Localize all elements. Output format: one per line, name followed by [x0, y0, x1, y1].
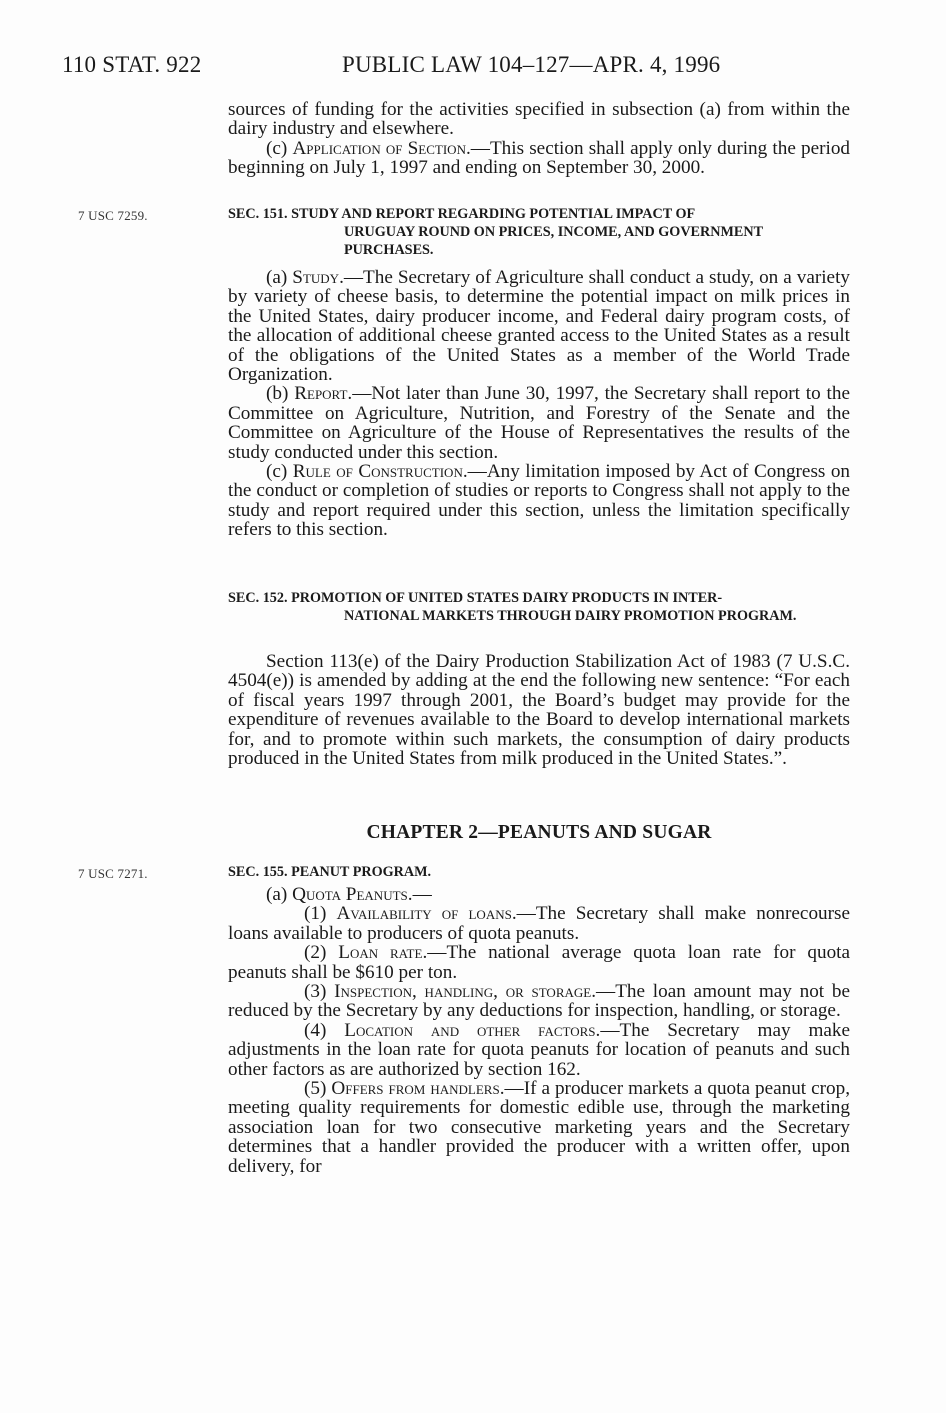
paragraph-label: (1): [304, 903, 337, 925]
subsection-a-study: [228, 268, 850, 384]
subsection-heading: Study: [292, 267, 340, 288]
continuation-block: [228, 100, 850, 178]
paragraph-text: .—The Secretary may make adjustments in the loan rate for quota peanuts for location of peanuts and such other factors as are authorized by section 162.: [228, 1019, 851, 1080]
subsection-label: (c): [266, 137, 293, 159]
running-head: [62, 52, 862, 82]
paragraph-heading: Offers from handlers: [331, 1078, 500, 1100]
subsection-heading: Quota Peanuts: [292, 884, 408, 905]
paragraph-heading: Inspection, handling, or storage: [334, 981, 592, 1003]
paragraph-4-location: [228, 1021, 850, 1079]
subsection-label: (b): [266, 383, 295, 405]
margin-citation-7259: 7 USC 7259.: [78, 208, 148, 223]
subsection-label: (a): [266, 884, 293, 905]
subsection-label: (a): [266, 267, 293, 288]
subsection-label: (c): [266, 461, 293, 483]
paragraph-2-loan-rate: [228, 943, 850, 982]
public-law-title: PUBLIC LAW 104–127—APR. 4, 1996: [342, 52, 721, 77]
section-151-body: [228, 268, 850, 540]
paragraph-label: (5): [304, 1078, 332, 1100]
continuation-text: sources of funding for the activities specified in subsection (a) from within the dairy industry and elsewhere.: [228, 99, 850, 140]
paragraph-5-offers: [228, 1079, 850, 1176]
section-heading-continuation: NATIONAL MARKETS THROUGH DAIRY PROMOTION PROGRAM.: [344, 608, 797, 624]
section-155-body: [228, 885, 850, 1176]
paragraph-3-inspection: [228, 982, 850, 1021]
margin-citation-7271: 7 USC 7271.: [78, 866, 148, 881]
subsection-a-quota-peanuts: [228, 885, 850, 904]
subsection-text: .—Any limitation imposed by Act of Congress on the conduct or completion of studies or reports to Congress shall not apply to the study and report required under this section, unless the limitation specifically refers to this section.: [228, 461, 851, 541]
section-heading-line: SEC. 151. STUDY AND REPORT REGARDING POTENTIAL IMPACT OF: [228, 206, 696, 222]
section-152-body: [228, 652, 850, 768]
subsection-heading: Application of Section: [292, 137, 466, 159]
chapter-title: CHAPTER 2—PEANUTS AND SUGAR: [366, 822, 712, 843]
paragraph-label: (2): [304, 942, 339, 964]
stat-page-number: 110 STAT. 922: [62, 52, 202, 77]
subsection-dash: .—: [407, 884, 432, 905]
subsection-b-report: [228, 384, 850, 462]
section-152-heading: [228, 589, 850, 625]
section-heading-line: SEC. 152. PROMOTION OF UNITED STATES DAIRY PRODUCTS IN INTER-: [228, 590, 723, 606]
subsection-text: .—Not later than June 30, 1997, the Secretary shall report to the Committee on Agriculture, Nutrition, and Forestry of the Senate and the Committee on Agriculture of the House of Representatives the results of the study conducted under this section.: [228, 383, 850, 463]
subsection-text: .—The Secretary of Agriculture shall conduct a study, on a variety by variety of cheese basis, to determine the potential impact on milk prices in the United States, dairy producer income, and Federal dairy program costs, of the allocation of additional cheese granted access to the United States as a result of the obligations of the United States as a member of the World Trade Organization.: [228, 267, 850, 386]
paragraph-heading: Location and other factors: [344, 1019, 596, 1041]
section-heading-continuation: URUGUAY ROUND ON PRICES, INCOME, AND GOVERNMENT PURCHASES.: [344, 224, 763, 258]
subsection-text: .—This section shall apply only during the period beginning on July 1, 1997 and ending on September 30, 2000.: [228, 137, 851, 179]
paragraph-text: .—The loan amount may not be reduced by the Secretary by any deductions for inspection, handling, or storage.: [228, 981, 850, 1022]
section-155-heading: [228, 863, 850, 881]
section-heading-line: SEC. 155. PEANUT PROGRAM.: [228, 864, 432, 880]
paragraph-text: .—If a producer markets a quota peanut crop, meeting quality requirements for domestic edible use, through the marketing association loan for two consecutive marketing years and the Secretary determines that a handler provided the producer with a written offer, upon delivery, for: [228, 1078, 851, 1177]
paragraph-text: .—The Secretary shall make nonrecourse loans available to producers of quota peanuts.: [228, 903, 851, 944]
section-152-text: Section 113(e) of the Dairy Production Stabilization Act of 1983 (7 U.S.C. 4504(e)) is amended by adding at the end the following new sentence: “For each of fiscal years 1997 through 2001, the Board’s budget may provide for the expenditure of revenues available to the Board to develop international markets for, and to promote within such markets, the consumption of dairy products produced in the United States from milk produced in the United States.”.: [228, 651, 850, 770]
subsection-c-application: [228, 139, 850, 178]
paragraph-label: (3): [304, 981, 335, 1003]
paragraph-1-availability: [228, 904, 850, 943]
section-151-heading: [228, 205, 850, 259]
paragraph-label: (4): [304, 1019, 345, 1041]
paragraph-heading: Availability of loans: [336, 903, 512, 925]
subsection-heading: Rule of Construction: [292, 461, 463, 483]
subsection-heading: Report: [294, 383, 348, 405]
paragraph-heading: Loan rate: [338, 942, 423, 964]
paragraph-text: .—The national average quota loan rate for quota peanuts shall be $610 per ton.: [228, 942, 851, 983]
subsection-c-rule-of-construction: [228, 462, 850, 540]
